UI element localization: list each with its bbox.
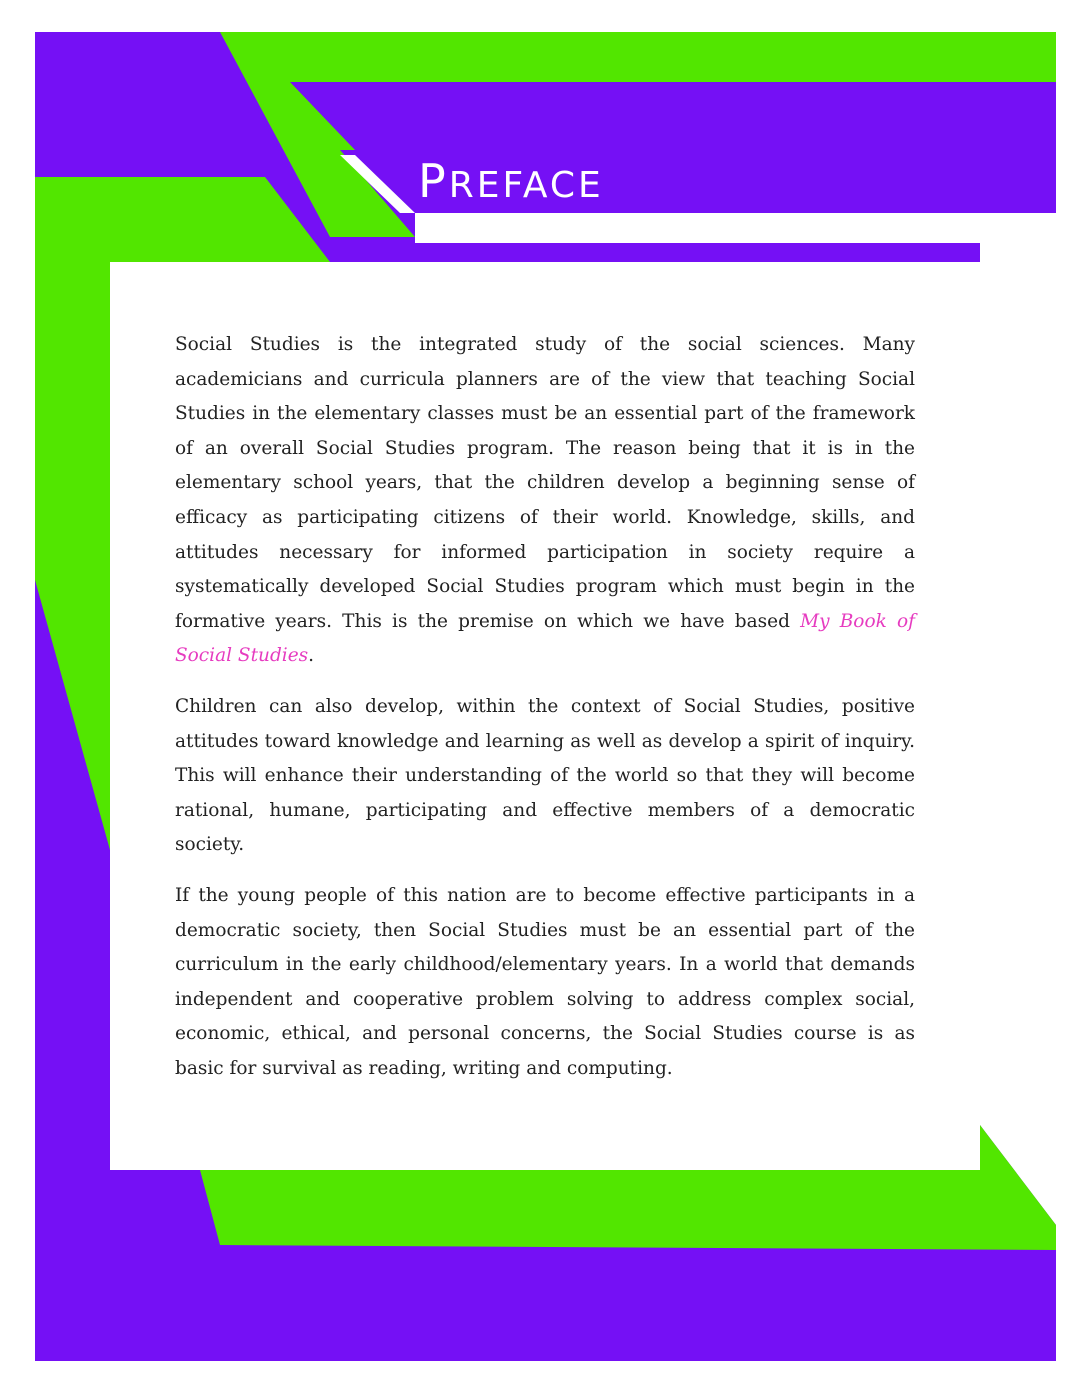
page-title-rest: REFACE [448,165,604,206]
paragraph-1-text: Social Studies is the integrated study of the social sciences. Many academicians and curricula planners are of the view that teaching Social Studies in the elementary classes must be an essential part of the framework of an overall Social Studies program. The reason being that it is in the elementary school years, that the children develop a beginning sense of efficacy as participating citizens of their world. Knowledge, skills, and attitudes necessary for informed participation in society require a systematically developed Social Studies program which must begin in the formative years. This is the premise on which we have based [175,334,915,632]
preface-paragraph-1 [175,328,915,674]
right-white-area [980,237,1056,1125]
paragraph-1-end: . [308,645,315,667]
preface-paragraph-3: If the young people of this nation are to become effective participants in a democratic society, then Social Studies must be an essential part of the curriculum in the early childhood/elementary years. In a world that demands independent and cooperative problem solving to address complex social, economic, ethical, and personal concerns, the Social Studies course is as basic for survival as reading, writing and computing. [175,884,915,1079]
book-title: My Book of Social Studies [175,610,915,667]
top-right-white [415,213,1056,243]
page-title-initial: P [418,154,449,208]
page-title [418,154,604,208]
preface-body [175,328,915,1102]
preface-paragraph-2: Children can also develop, within the context of Social Studies, positive attitudes toward knowledge and learning as well as develop a spirit of inquiry. This will enhance their understanding of the world so that they will become rational, humane, participating and effective members of a democratic society. [175,695,915,856]
